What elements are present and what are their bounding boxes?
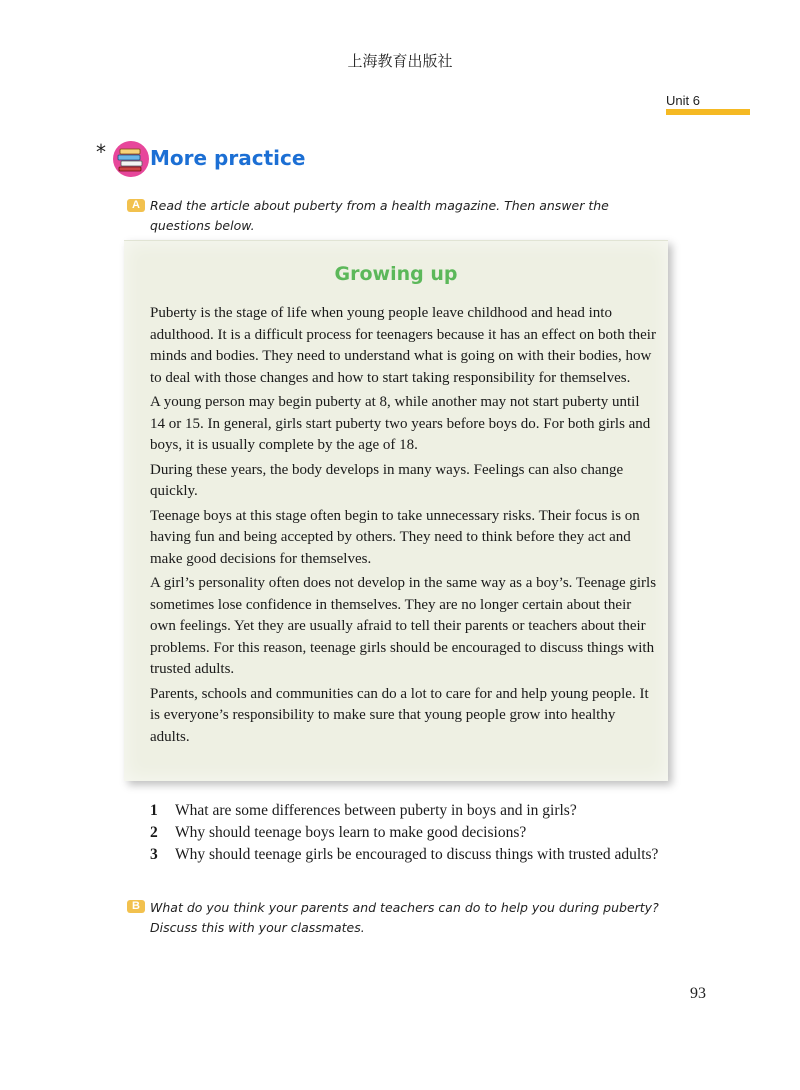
question-number: 2: [150, 824, 158, 841]
question-number: 1: [150, 802, 158, 819]
unit-label: Unit 6: [666, 93, 700, 108]
question-number: 3: [150, 846, 158, 863]
part-b-badge: B: [127, 900, 145, 913]
books-icon: [112, 140, 150, 178]
publisher-header: 上海教育出版社: [347, 52, 453, 70]
page-number: 93: [690, 985, 706, 1002]
article-title: Growing up: [334, 263, 458, 285]
question-item: [150, 844, 680, 866]
question-item: [150, 822, 680, 844]
article-body: [150, 303, 658, 751]
article-paragraph: Puberty is the stage of life when young people leave childhood and head into adulthood. It is a difficult process for teenagers because it has an effect on both their minds and bodies. They need to understand what is going on with their bodies, how to deal with those changes and how to start taking responsibility for themselves.: [150, 305, 656, 386]
article-box: [124, 240, 668, 781]
article-paragraph: During these years, the body develops in many ways. Feelings can also change quickly.: [150, 461, 624, 499]
unit-underline: [666, 109, 750, 115]
part-a-instruction: Read the article about puberty from a health magazine. Then answer the questions below.: [150, 198, 609, 233]
section-title: More practice: [150, 146, 306, 170]
article-paragraph: Teenage boys at this stage often begin to take unnecessary risks. Their focus is on having fun and being accepted by others. They need to think before they act and make good decisions for themselves.: [150, 507, 640, 567]
part-a-badge: A: [127, 199, 145, 212]
question-text: What are some differences between puberty in boys and in girls?: [175, 802, 577, 819]
article-paragraph: A young person may begin puberty at 8, while another may not start puberty until 14 or 15. In general, girls start puberty two years before boys do. For both girls and boys, it is usually complete by the age of 18.: [150, 394, 651, 453]
question-item: [150, 800, 680, 822]
article-paragraph: Parents, schools and communities can do a lot to care for and help young people. It is everyone’s responsibility to make sure that young people grow into healthy adults.: [150, 685, 649, 745]
question-text: Why should teenage boys learn to make good decisions?: [175, 824, 527, 841]
part-b-instruction: What do you think your parents and teachers can do to help you during puberty? Discuss this with your classmates.: [150, 900, 659, 935]
question-text: Why should teenage girls be encouraged to discuss things with trusted adults?: [175, 846, 659, 863]
section-asterisk: *: [96, 140, 106, 164]
question-list: [150, 800, 680, 866]
article-paragraph: A girl’s personality often does not develop in the same way as a boy’s. Teenage girls sometimes lose confidence in themselves. They are no longer certain about their own feelings. Yet they are usually afraid to tell their parents or teachers about their problems. For this reason, teenage girls should be encouraged to discuss things with trusted adults.: [150, 575, 657, 677]
